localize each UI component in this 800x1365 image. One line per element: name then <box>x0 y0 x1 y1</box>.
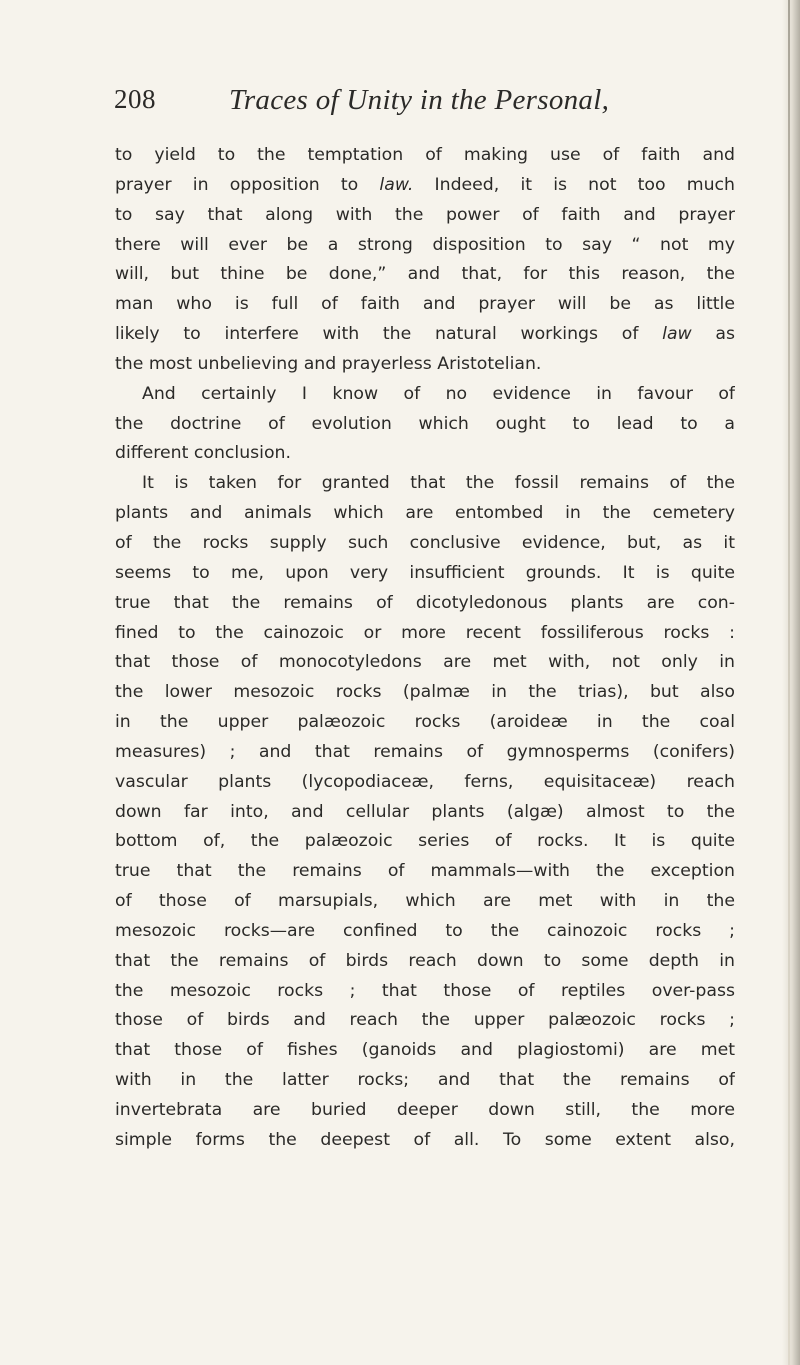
running-title: Traces of Unity in the Personal, <box>229 84 610 116</box>
text-line: bottom of, the palæozoic series of rocks. It is quite <box>115 831 735 852</box>
text-line: seems to me, upon very insufficient grounds. It is quite <box>115 562 735 583</box>
text-run: Indeed, it is not too much <box>413 174 735 195</box>
text-line: the lower mesozoic rocks (palmæ in the trias), but also <box>115 682 735 703</box>
text-line: of those of marsupials, which are met with in the <box>115 891 735 912</box>
text-line: those of birds and reach the upper palæozoic rocks ; <box>115 1010 735 1031</box>
text-line: mesozoic rocks—are confined to the cainozoic rocks ; <box>115 920 735 941</box>
text-line <box>115 171 735 201</box>
text-line: will, but thine be done,” and that, for this reason, the <box>115 264 735 285</box>
italic-term: law <box>662 324 692 345</box>
text-line: the doctrine of evolution which ought to lead to a <box>115 413 735 434</box>
page-number: 208 <box>114 84 156 114</box>
text-line: there will ever be a strong disposition to say “ not my <box>115 234 735 255</box>
text-line: man who is full of faith and prayer will be as little <box>115 294 735 315</box>
text-line: to say that along with the power of faith and prayer <box>115 204 735 225</box>
text-line <box>115 320 735 350</box>
text-line: that those of fishes (ganoids and plagiostomi) are met <box>115 1040 735 1061</box>
text-line: vascular plants (lycopodiaceæ, ferns, equisitaceæ) reach <box>115 771 735 792</box>
running-head <box>114 84 714 120</box>
text-line: in the upper palæozoic rocks (aroideæ in the coal <box>115 712 735 733</box>
text-line: true that the remains of mammals—with the exception <box>115 861 735 882</box>
text-line: of the rocks supply such conclusive evidence, but, as it <box>115 532 735 553</box>
text-line: that those of monocotyledons are met with, not only in <box>115 652 735 673</box>
text-line: down far into, and cellular plants (algæ) almost to the <box>115 801 735 822</box>
text-line: simple forms the deepest of all. To some extent also, <box>115 1129 735 1150</box>
text-line: It is taken for granted that the fossil remains of the <box>142 473 735 494</box>
text-line: measures) ; and that remains of gymnosperms (conifers) <box>115 741 735 762</box>
text-line: plants and animals which are entombed in the cemetery <box>115 503 735 524</box>
text-line: with in the latter rocks; and that the remains of <box>115 1070 735 1091</box>
page-edge-shadow <box>782 0 800 1365</box>
body-text <box>115 141 735 1156</box>
text-line: to yield to the temptation of making use of faith and <box>115 145 735 165</box>
text-line: the most unbelieving and prayerless Aristotelian. <box>115 353 542 374</box>
text-line: that the remains of birds reach down to some depth in <box>115 950 735 971</box>
italic-term: law. <box>379 174 414 195</box>
text-line: true that the remains of dicotyledonous plants are con- <box>115 592 735 613</box>
text-line: different conclusion. <box>115 443 291 464</box>
text-line: the mesozoic rocks ; that those of reptiles over-pass <box>115 980 735 1001</box>
text-run: prayer in opposition to <box>115 174 380 195</box>
text-line: And certainly I know of no evidence in favour of <box>142 383 735 404</box>
page-edge-line <box>788 0 790 1365</box>
text-run: as <box>691 324 735 345</box>
text-run: likely to interfere with the natural workings of <box>115 324 663 345</box>
text-line: fined to the cainozoic or more recent fossiliferous rocks : <box>115 622 735 643</box>
text-line: invertebrata are buried deeper down still, the more <box>115 1100 735 1120</box>
